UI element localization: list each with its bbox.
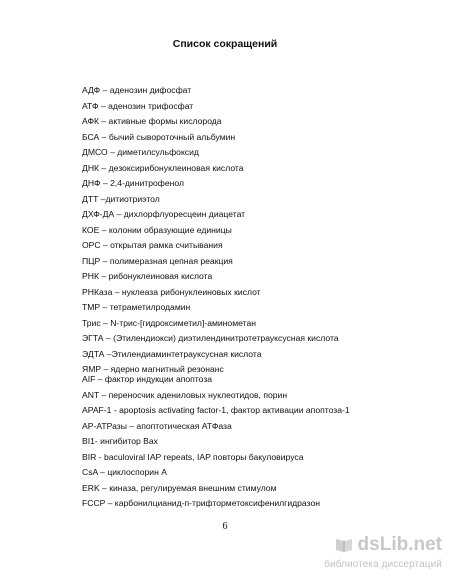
list-item: ЭДТА –Этилендиаминтетрауксусная кислота [82,348,262,359]
list-item: РНКаза – нуклеаза рибонуклеиновых кислот [82,286,261,297]
list-item: APAF-1 - apoptosis activating factor-1, фактор активации апоптоза-1 [82,405,350,415]
list-item: РНК – рибонуклеиновая кислота [82,271,213,281]
list-item: ДТТ –дитиотриэтол [82,193,160,204]
list-item: БСА – бычий сывороточный альбумин [82,131,236,142]
watermark-logo-text: dsLib.net [357,534,442,555]
list-item: КОЕ – колонии образующие единицы [82,224,232,235]
page-title: Список сокращений [172,38,278,50]
abbreviation-list-cyrillic [82,83,432,378]
list-item: ANT – переносчик адениловых нуклеотидов, порин [82,389,288,400]
list-item: ОРС – открытая рамка считывания [82,240,223,250]
list-item: ERK – киназа, регулируемая внешним стимулом [82,482,277,493]
list-item: АДФ – аденозин дифосфат [82,85,192,95]
list-item: AP-АТРазы – апоптотическая АТФаза [82,420,232,431]
list-item: ДМСО – диметилсульфоксид [82,147,199,157]
list-item: ЭГТА – (Этилендиокси) диэтилендинитротетрауксусная кислота [82,333,339,343]
list-item: BI1- ингибитор Bax [82,436,158,446]
list-item: ПЦР – полимеразная цепная реакция [82,255,233,266]
list-item: CsA – циклоспорин А [82,467,167,477]
list-item: ДХФ-ДА – дихлорфлуоресцеин диацетат [82,209,246,219]
list-item: BIR - baculoviral IAP repeats, IAP повторы бакуловируса [82,451,304,462]
list-item: ДНФ – 2,4-динитрофенол [82,178,184,188]
watermark-logo [334,534,442,556]
watermark [302,534,442,570]
list-item: АФК – активные формы кислорода [82,116,222,126]
list-item: ТМР – тетраметилродамин [82,302,191,312]
watermark-subtitle: библиотека диссертаций [324,559,442,570]
list-item: ДНК – дезоксирибонуклеиновая кислота [82,162,244,173]
list-item: АТФ – аденозин трифосфат [82,100,194,111]
list-item: ЯМР – ядерно магнитный резонанс [82,364,224,374]
list-item: FCCP – карбонилцианид-п-трифторметоксифенилгидразон [82,498,320,508]
list-item: AIF – фактор индукции апоптоза [82,374,213,384]
list-item: Трис – N-трис-[гидроксиметил]-аминометан [82,317,256,328]
book-icon [334,535,354,555]
abbreviation-list-latin [82,372,432,512]
page-number: 6 [222,521,228,532]
